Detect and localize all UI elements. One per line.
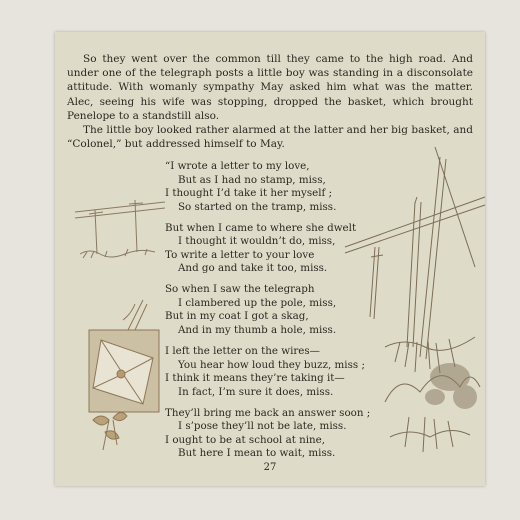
poem-line: But in my coat I got a skag,	[165, 310, 309, 323]
poem-line: I left the letter on the wires—	[165, 345, 320, 358]
telegraph-pole-sketch-right	[345, 147, 480, 462]
poem-line: But as I had no stamp, miss,	[178, 173, 326, 186]
poem-stanza	[165, 160, 375, 214]
poem-line: So when I saw the telegraph	[165, 283, 315, 296]
poem-line: So started on the tramp, miss.	[178, 200, 337, 213]
prose-paragraph: The little boy looked rather alarmed at the latter and her big basket, and “Colonel,” but addressed himself to May.	[67, 124, 473, 151]
poem-line: And go and take it too, miss.	[178, 262, 328, 275]
poem-line: I think it means they’re taking it—	[165, 372, 345, 385]
book-page	[55, 32, 485, 486]
poem-line: “I wrote a letter to my love,	[165, 160, 310, 172]
poem-line: In fact, I’m sure it does, miss.	[178, 385, 334, 398]
poem-line: I thought it wouldn’t do, miss,	[178, 235, 336, 248]
poem-line: I clambered up the pole, miss,	[178, 296, 337, 309]
poem	[165, 160, 375, 468]
poem-line: I thought I’d take it her myself ;	[165, 187, 333, 200]
poem-line: I s’pose they’ll not be late, miss.	[178, 420, 347, 433]
poem-stanza	[165, 407, 375, 461]
poem-line: But when I came to where she dwelt	[165, 221, 357, 234]
poem-line: But here I mean to wait, miss.	[178, 447, 336, 460]
telegraph-poles-sketch-left	[75, 192, 165, 262]
poem-line: And in my thumb a hole, miss.	[178, 324, 337, 337]
poem-line: They’ll bring me back an answer soon ;	[165, 406, 371, 419]
prose-paragraph: So they went over the common till they came to the high road. And under one of the telegraph posts a little boy was standing in a disconsolate attitude. With womanly sympathy May asked him what was the matter. Alec, seeing his wife was stopping, dropped the basket, which brought Penelope to a standstill also.	[67, 53, 473, 122]
poem-line: To write a letter to your love	[165, 248, 315, 261]
poem-stanza	[165, 345, 375, 399]
poem-stanza	[165, 222, 375, 276]
poem-stanza	[165, 283, 375, 337]
prose-block	[67, 52, 473, 151]
page-number: 27	[263, 462, 277, 473]
envelope-illustration	[83, 300, 173, 468]
poem-line: You hear how loud they buzz, miss ;	[178, 358, 365, 371]
poem-line: I ought to be at school at nine,	[165, 433, 326, 446]
